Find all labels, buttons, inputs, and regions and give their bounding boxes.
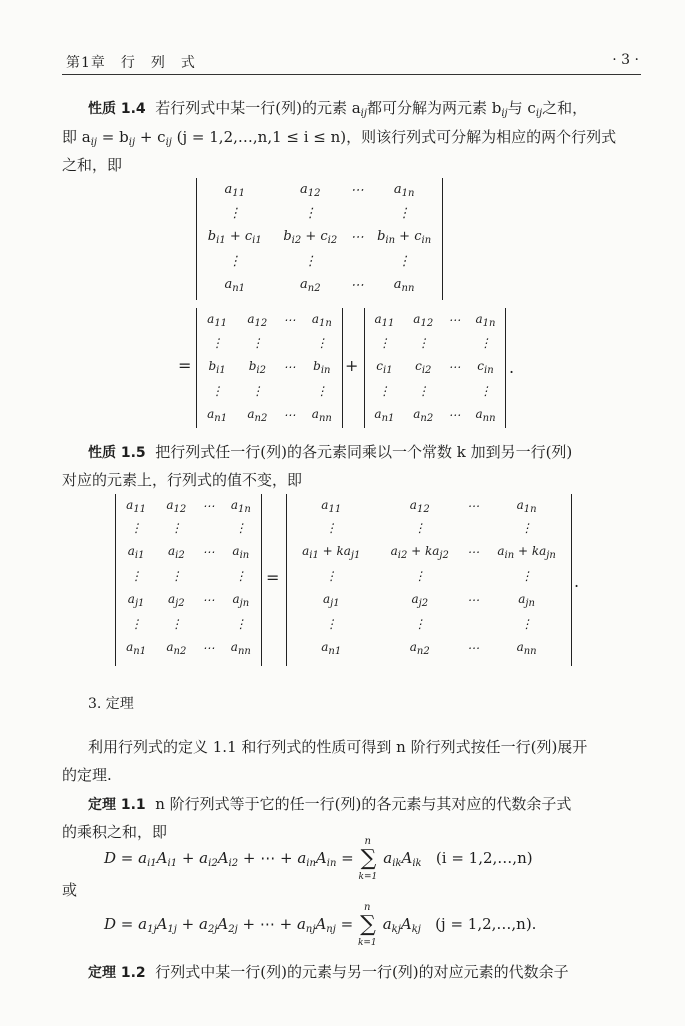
determinant-sum-rows: $a_{11}$ $a_{12}$ ⋯ $a_{1n}$ ⋮ ⋮ ⋮ $b_{i1} + c_{i1}$ $b_{i2} + c_{i2}$ ⋯ $b_{in} + c_{in}$ ⋮ ⋮ ⋮ $a_{n1}$ $a_{n2}$ ⋯ $a_{nn}$ [196, 178, 443, 300]
property-1-5-label: 性质 1.5 [88, 445, 146, 461]
chapter-title: 第1章 行 列 式 [66, 55, 196, 71]
theorem-1-2-line1: 定理 1.2 行列式中某一行(列)的元素与另一行(列)的对应元素的代数余子 [88, 963, 569, 981]
equals-sign-2: = [266, 568, 280, 587]
intro-line1: 利用行列式的定义 1.1 和行列式的性质可得到 n 阶行列式按任一行(列)展开 [88, 738, 588, 756]
period: . [509, 358, 515, 377]
determinant-b-rows: $a_{11}$ $a_{12}$ ⋯ $a_{1n}$ ⋮ ⋮ ⋮ $b_{i1}$ $b_{i2}$ ⋯ $b_{in}$ ⋮ ⋮ ⋮ $a_{n1}$ $a_{n2}$ ⋯ $a_{nn}$ [196, 308, 343, 428]
intro-line2: 的定理. [62, 766, 112, 784]
theorem-1-1-line1: 定理 1.1 n 阶行列式等于它的任一行(列)的各元素与其对应的代数余子式 [88, 795, 572, 813]
running-header [62, 50, 641, 75]
equals-sign: = [178, 356, 192, 375]
column-expansion-formula: $D = a_{1j}A_{1j} + a_{2j}A_{2j}$ + ⋯ + $a_{nj}A_{nj}$ = n ∑ k=1 $a_{kj}A_{kj}$ (j = 1,2,…,n). [104, 902, 537, 948]
determinant-modified: $a_{11}$ $a_{12}$ ⋯ $a_{1n}$ ⋮ ⋮ ⋮ $a_{i1} + ka_{j1}$ $a_{i2} + ka_{j2}$ ⋯ $a_{in} + ka_{jn}$ ⋮ ⋮ ⋮ $a_{j1}$ $a_{j2}$ ⋯ $a_{jn}$ ⋮ ⋮ ⋮ $a_{n1}$ $a_{n2}$ ⋯ $a_{nn}$ [286, 494, 572, 666]
theorem-1-1-line2: 的乘积之和，即 [62, 823, 168, 841]
property-1-4-label: 性质 1.4 [88, 101, 146, 117]
determinant-original: $a_{11}$ $a_{12}$ ⋯ $a_{1n}$ ⋮ ⋮ ⋮ $a_{i1}$ $a_{i2}$ ⋯ $a_{in}$ ⋮ ⋮ ⋮ $a_{j1}$ $a_{j2}$ ⋯ $a_{jn}$ ⋮ ⋮ ⋮ $a_{n1}$ $a_{n2}$ ⋯ $a_{nn}$ [115, 494, 262, 666]
property-1-4-line2: 即 $a_{ij} = b_{ij} + c_{ij}$ (j = 1,2,…,n,1 ≤ i ≤ n)，则该行列式可分解为相应的两个行列式 [62, 128, 617, 148]
property-1-5-line1: 性质 1.5 把行列式任一行(列)的各元素同乘以一个常数 k 加到另一行(列) [88, 443, 573, 461]
property-1-5-line2: 对应的元素上，行列式的值不变，即 [62, 471, 303, 489]
section-title: 3. 定理 [88, 696, 134, 712]
property-1-4-line3: 之和，即 [62, 156, 123, 174]
theorem-1-2-label: 定理 1.2 [88, 965, 146, 981]
period-2: . [574, 572, 580, 591]
plus-sign: + [345, 356, 359, 375]
theorem-1-1-label: 定理 1.1 [88, 797, 146, 813]
page-number: · 3 · [612, 52, 639, 68]
determinant-c-rows: $a_{11}$ $a_{12}$ ⋯ $a_{1n}$ ⋮ ⋮ ⋮ $c_{i1}$ $c_{i2}$ ⋯ $c_{in}$ ⋮ ⋮ ⋮ $a_{n1}$ $a_{n2}$ ⋯ $a_{nn}$ [364, 308, 506, 428]
property-1-4-line1: 性质 1.4 若行列式中某一行(列)的元素 $a_{ij}$都可分解为两元素 $b_{ij}$与 $c_{ij}$之和， [88, 99, 588, 119]
or-word: 或 [62, 881, 78, 899]
row-expansion-formula: $D = a_{i1}A_{i1} + a_{i2}A_{i2}$ + ⋯ + $a_{in}A_{in}$ = n ∑ k=1 $a_{ik}A_{ik}$ (i = 1,2,…,n) [104, 836, 533, 882]
